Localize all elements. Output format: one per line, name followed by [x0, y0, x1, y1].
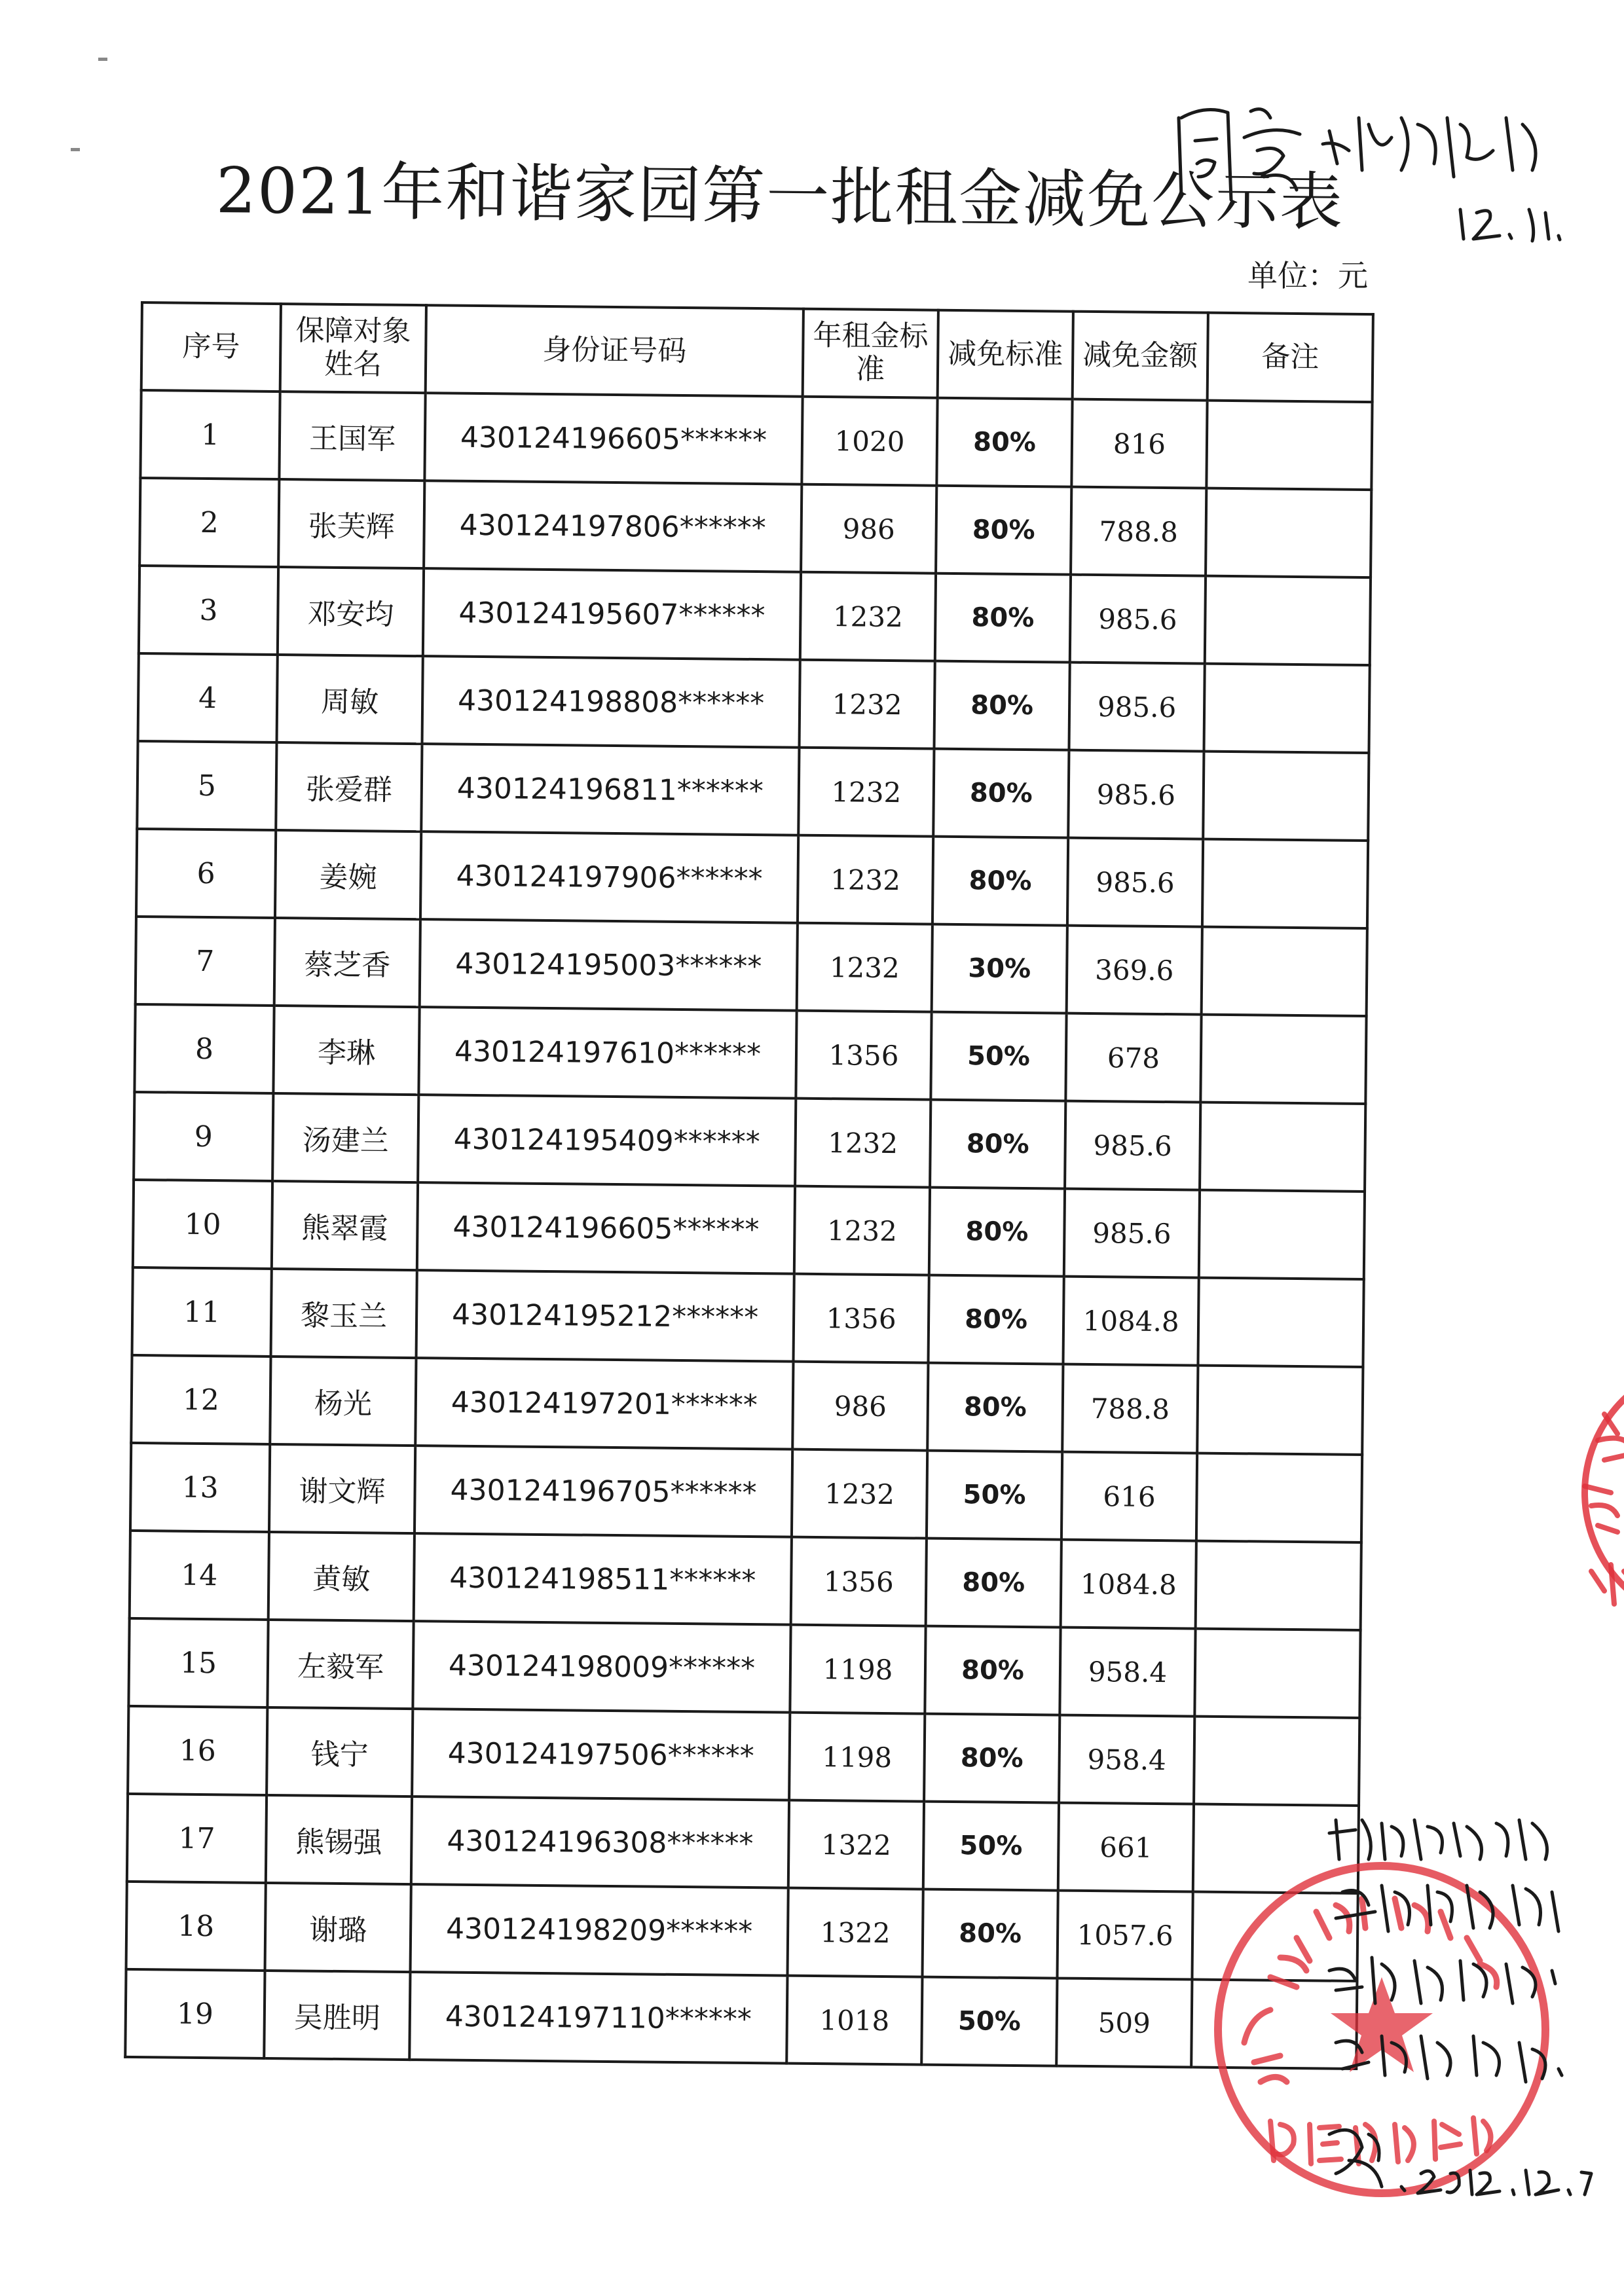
cell-rate: 80%	[934, 661, 1069, 750]
cell-id: 430124197906******	[420, 831, 798, 923]
table-row	[138, 653, 1370, 753]
cell-rate: 30%	[932, 924, 1067, 1013]
cell-amount: 985.6	[1070, 575, 1206, 664]
cell-no: 10	[133, 1180, 272, 1269]
rent-reduction-table	[124, 301, 1375, 2070]
cell-rent: 1198	[790, 1625, 925, 1714]
cell-id: 430124197806******	[424, 481, 802, 572]
cell-amount: 661	[1058, 1803, 1194, 1892]
table-row	[136, 917, 1367, 1016]
cell-id: 430124198511******	[414, 1533, 792, 1625]
table-row	[126, 1882, 1358, 1981]
cell-id: 430124198808******	[422, 656, 800, 748]
cell-rate: 80%	[922, 1889, 1058, 1978]
cell-no: 14	[130, 1531, 269, 1620]
cell-amount: 985.6	[1064, 1189, 1200, 1278]
cell-remark	[1206, 488, 1371, 577]
cell-rate: 80%	[928, 1275, 1063, 1364]
table-row	[134, 1004, 1366, 1104]
table-row	[125, 1969, 1357, 2069]
cell-id: 430124197110******	[409, 1972, 787, 2064]
cell-remark	[1200, 1102, 1365, 1192]
cell-name: 王国军	[279, 392, 425, 481]
table-header-row	[141, 302, 1373, 402]
cell-id: 430124195003******	[420, 919, 798, 1011]
cell-name: 熊锡强	[266, 1795, 412, 1884]
cell-remark	[1202, 839, 1368, 928]
cell-rent: 1020	[802, 397, 937, 486]
cell-no: 3	[139, 566, 278, 655]
cell-id: 430124195409******	[418, 1095, 796, 1186]
cell-name: 钱宁	[267, 1707, 413, 1796]
cell-rate: 80%	[926, 1539, 1061, 1628]
cell-id: 430124196705******	[415, 1446, 792, 1537]
partial-seal-stamp	[1519, 1355, 1624, 1630]
cell-no: 15	[128, 1618, 268, 1707]
cell-rent: 1232	[795, 1099, 931, 1188]
cell-rent: 1322	[787, 1888, 923, 1977]
cell-id: 430124198009******	[413, 1621, 790, 1713]
cell-rent: 1356	[793, 1274, 929, 1363]
cell-amount: 788.8	[1071, 487, 1206, 576]
cell-rent: 1232	[797, 923, 932, 1012]
cell-remark	[1204, 664, 1369, 753]
cell-rent: 1198	[789, 1713, 925, 1802]
cell-remark	[1196, 1541, 1361, 1630]
cell-name: 熊翠霞	[272, 1181, 418, 1270]
cell-name: 李琳	[273, 1006, 419, 1095]
rent-reduction-table-wrapper	[124, 301, 1375, 2070]
header-rate: 减免标准	[938, 310, 1073, 399]
table-row	[128, 1618, 1360, 1718]
cell-no: 18	[126, 1882, 266, 1971]
header-rent: 年租金标准	[803, 309, 938, 398]
cell-rent: 986	[801, 484, 936, 574]
cell-rate: 80%	[927, 1363, 1063, 1452]
cell-id: 430124196811******	[421, 744, 799, 835]
table-row	[139, 566, 1371, 665]
cell-name: 吴胜明	[264, 1971, 410, 2060]
table-row	[128, 1706, 1359, 1806]
cell-name: 黄敏	[268, 1532, 415, 1621]
cell-rent: 1356	[791, 1537, 927, 1626]
header-remark: 备注	[1208, 313, 1373, 402]
cell-remark	[1205, 576, 1371, 665]
cell-name: 邓安均	[278, 567, 424, 656]
header-amount: 减免金额	[1073, 312, 1208, 401]
table-row	[137, 741, 1369, 841]
cell-no: 16	[128, 1706, 267, 1795]
cell-no: 13	[130, 1443, 270, 1532]
cell-amount: 816	[1071, 399, 1207, 488]
cell-remark	[1199, 1190, 1365, 1279]
cell-remark	[1197, 1366, 1363, 1455]
cell-id: 430124196605******	[417, 1182, 795, 1274]
cell-id: 430124195212******	[416, 1270, 794, 1362]
cell-name: 汤建兰	[272, 1093, 418, 1182]
cell-no: 4	[138, 653, 278, 742]
approval-signature-top	[1166, 79, 1624, 249]
cell-no: 11	[132, 1267, 272, 1357]
table-row	[127, 1794, 1359, 1893]
cell-remark	[1206, 401, 1372, 490]
cell-rent: 1232	[798, 748, 934, 837]
cell-amount: 985.6	[1069, 663, 1204, 752]
cell-remark	[1202, 927, 1367, 1016]
cell-name: 谢璐	[265, 1883, 411, 1972]
cell-rent: 1232	[798, 835, 933, 924]
cell-amount: 369.6	[1067, 926, 1202, 1015]
cell-name: 谢文辉	[269, 1444, 415, 1533]
page-title: 2021年和谐家园第一批租金减免公示表	[215, 154, 1344, 240]
cell-rate: 80%	[925, 1626, 1060, 1715]
cell-no: 9	[134, 1092, 273, 1181]
cell-id: 430124198209******	[411, 1884, 788, 1976]
cell-id: 430124197201******	[415, 1358, 793, 1449]
header-name: 保障对象姓名	[280, 304, 426, 393]
cell-name: 黎玉兰	[271, 1269, 417, 1358]
cell-no: 7	[136, 917, 275, 1006]
cell-rate: 80%	[930, 1100, 1065, 1189]
cell-remark	[1194, 1629, 1360, 1718]
handwritten-approval-note	[1316, 1794, 1624, 2291]
cell-remark	[1203, 752, 1369, 841]
cell-rate: 50%	[931, 1012, 1066, 1101]
cell-amount: 616	[1061, 1452, 1197, 1541]
scan-speck	[98, 58, 107, 61]
cell-name: 张爱群	[276, 742, 422, 831]
cell-name: 蔡芝香	[274, 918, 420, 1007]
table-row	[134, 1092, 1365, 1192]
cell-name: 杨光	[270, 1357, 416, 1446]
cell-rate: 80%	[929, 1188, 1065, 1277]
cell-no: 17	[127, 1794, 267, 1883]
cell-remark	[1194, 1717, 1359, 1806]
cell-name: 左毅军	[267, 1620, 413, 1709]
cell-rent: 1322	[788, 1800, 924, 1889]
cell-amount: 958.4	[1059, 1715, 1194, 1804]
cell-no: 12	[131, 1355, 270, 1444]
cell-rent: 986	[792, 1362, 928, 1451]
cell-rate: 50%	[923, 1802, 1059, 1891]
cell-amount: 1084.8	[1061, 1540, 1196, 1629]
cell-amount: 1084.8	[1063, 1277, 1198, 1366]
cell-amount: 678	[1065, 1013, 1201, 1102]
cell-rent: 1232	[792, 1449, 927, 1539]
cell-rent: 1232	[800, 572, 936, 661]
cell-no: 6	[136, 829, 276, 918]
table-row	[133, 1180, 1365, 1279]
table-body	[125, 390, 1372, 2069]
cell-rate: 80%	[933, 749, 1069, 838]
cell-rent: 1232	[800, 660, 935, 749]
cell-no: 8	[134, 1004, 274, 1093]
unit-label: 单位：元	[1247, 258, 1368, 293]
header-no: 序号	[141, 302, 281, 392]
table-row	[130, 1531, 1361, 1630]
cell-rate: 50%	[921, 1977, 1057, 2066]
cell-rate: 80%	[935, 574, 1071, 663]
cell-remark	[1198, 1278, 1363, 1367]
table-row	[140, 390, 1372, 490]
cell-no: 19	[125, 1969, 265, 2058]
table-row	[136, 829, 1368, 928]
cell-no: 2	[139, 478, 279, 567]
cell-amount: 958.4	[1060, 1628, 1195, 1717]
cell-amount: 788.8	[1062, 1364, 1198, 1453]
scan-speck	[71, 148, 80, 151]
cell-amount: 985.6	[1068, 750, 1204, 839]
cell-no: 5	[137, 741, 276, 830]
cell-id: 430124196308******	[411, 1796, 789, 1888]
cell-amount: 509	[1056, 1978, 1192, 2068]
header-id: 身份证号码	[426, 305, 803, 397]
cell-id: 430124197506******	[412, 1709, 790, 1800]
cell-remark	[1196, 1453, 1362, 1542]
table-row	[132, 1267, 1364, 1367]
cell-name: 姜婉	[275, 830, 421, 919]
cell-rate: 80%	[924, 1714, 1060, 1803]
table-row	[131, 1355, 1363, 1455]
cell-rent: 1018	[786, 1976, 922, 2065]
cell-rent: 1232	[794, 1186, 930, 1275]
cell-id: 430124196605******	[424, 393, 802, 484]
cell-id: 430124197610******	[418, 1007, 796, 1099]
cell-rent: 1356	[796, 1011, 931, 1100]
table-row	[139, 478, 1371, 577]
cell-name: 周敏	[277, 655, 423, 744]
table-row	[130, 1443, 1362, 1542]
cell-remark	[1200, 1015, 1366, 1104]
cell-id: 430124195607******	[423, 568, 801, 660]
cell-rate: 80%	[936, 398, 1072, 487]
cell-rate: 80%	[936, 486, 1071, 575]
cell-rate: 50%	[927, 1451, 1062, 1540]
cell-name: 张芙辉	[278, 479, 424, 568]
cell-rate: 80%	[932, 837, 1068, 926]
cell-no: 1	[140, 390, 280, 479]
cell-amount: 985.6	[1067, 838, 1203, 927]
cell-amount: 1057.6	[1057, 1891, 1192, 1980]
cell-amount: 985.6	[1065, 1101, 1200, 1190]
